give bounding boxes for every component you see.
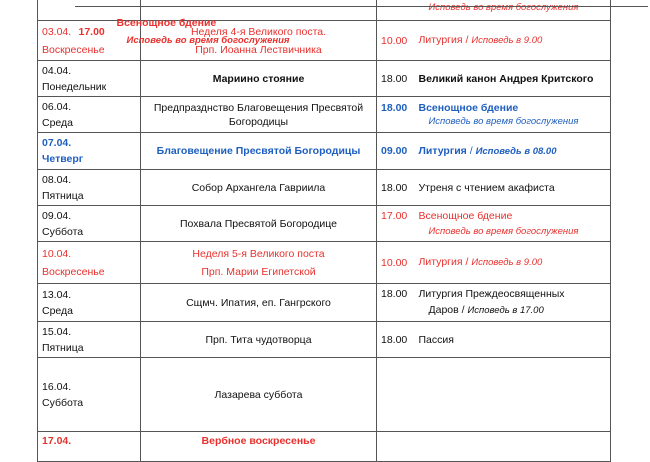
service-name: Всенощное бдение xyxy=(116,16,217,29)
weekday: Среда xyxy=(42,304,73,317)
feast-subtitle: Богородицы xyxy=(228,115,289,128)
date-cell xyxy=(38,61,141,97)
date-cell xyxy=(38,284,141,322)
schedule-table xyxy=(37,0,611,462)
schedule-row xyxy=(38,170,611,206)
weekday: Суббота xyxy=(42,225,84,238)
confession-note: Исповедь во время богослужения xyxy=(428,225,579,237)
weekday: Суббота xyxy=(42,396,84,409)
service-time: 18.00 xyxy=(377,170,415,206)
date: 15.04. xyxy=(42,325,72,338)
weekday: Среда xyxy=(42,116,73,129)
weekday: Четверг xyxy=(42,153,84,165)
date-cell xyxy=(38,170,141,206)
feast-title: Похвала Пресвятой Богородице xyxy=(141,206,377,242)
date-cell xyxy=(38,206,141,242)
service-cell xyxy=(415,97,611,133)
service-time: 10.00 xyxy=(377,242,415,284)
confession-note: Исповедь в 9.00 xyxy=(471,35,543,46)
service-name: Всенощное бдение xyxy=(418,101,519,114)
feast-title: Лазарева суббота xyxy=(141,358,377,432)
date: 06.04. xyxy=(42,100,72,113)
feast-title: Прп. Тита чудотворца xyxy=(141,322,377,358)
service-cell xyxy=(415,284,611,322)
feast-title: Неделя 5-я Великого поста xyxy=(192,247,325,260)
schedule-row xyxy=(38,432,611,462)
service-time: 17.00 xyxy=(75,7,113,57)
date-cell xyxy=(38,358,141,432)
date: 17.04. xyxy=(42,435,72,447)
date: 08.04. xyxy=(42,173,72,186)
date-cell xyxy=(38,97,141,133)
service-name: Литургия Преждеосвященных xyxy=(418,288,565,300)
service-time: 17.00 xyxy=(377,206,415,242)
separator: / xyxy=(462,256,472,268)
date: 03.04. xyxy=(42,25,72,38)
feast-title: Неделя 4-я Великого поста. xyxy=(190,25,327,38)
separator: / xyxy=(466,144,476,157)
feast-title: Сщмч. Ипатия, еп. Гангрского xyxy=(141,284,377,322)
service-name: Пассия xyxy=(415,322,611,358)
feast-title: Предпразднство Благовещения Пресвятой xyxy=(153,101,364,114)
service-detail xyxy=(187,0,212,1)
service-cell xyxy=(415,133,611,170)
service-name: Всенощное бдение xyxy=(418,209,513,222)
weekday: Пятница xyxy=(42,341,84,354)
weekday: Пятница xyxy=(42,189,84,202)
service-time: 18.00 xyxy=(377,322,415,358)
confession-note: Исповедь в 08.00 xyxy=(475,145,557,157)
confession-note: Исповедь во время богослужения xyxy=(428,115,579,127)
separator: / xyxy=(458,304,468,316)
separator: / xyxy=(462,34,472,46)
confession-note: Исповедь во время богослужения xyxy=(428,2,579,13)
service-cell xyxy=(415,242,611,284)
feast-title: Благовещение Пресвятой Богородицы xyxy=(141,133,377,170)
schedule-row xyxy=(38,133,611,170)
schedule-row xyxy=(38,97,611,133)
schedule-row xyxy=(38,206,611,242)
service-name xyxy=(117,0,188,1)
feast-subtitle: Прп. Иоанна Лествичника xyxy=(195,43,322,56)
date: 10.04. xyxy=(42,247,72,260)
service-name: Литургия xyxy=(418,34,463,46)
feast-title: Вербное воскресенье xyxy=(141,432,377,462)
service-name: Утреня с чтением акафиста xyxy=(415,170,611,206)
schedule-row xyxy=(38,242,611,284)
feast-cell xyxy=(141,242,377,284)
weekday: Понедельник xyxy=(42,80,107,93)
schedule-row xyxy=(38,322,611,358)
date: 04.04. xyxy=(42,64,72,77)
service-name: Литургия xyxy=(418,144,467,157)
confession-note: Исповедь во время богослужения xyxy=(126,34,290,46)
confession-note: Исповедь в 9.00 xyxy=(471,257,543,268)
service-name-continued: Даров xyxy=(428,304,459,316)
service-cell xyxy=(415,206,611,242)
confession-note: Исповедь в 17.00 xyxy=(467,305,544,316)
feast-title: Мариино стояние xyxy=(141,61,377,97)
service-time: 10.00 xyxy=(377,21,415,61)
feast-cell xyxy=(141,97,377,133)
service-time: 18.00 xyxy=(377,284,415,322)
service-name: Великий канон Андрея Критского xyxy=(415,61,611,97)
service-name: Литургия xyxy=(418,256,463,268)
feast-subtitle: Прп. Марии Египетской xyxy=(201,265,316,278)
schedule-row xyxy=(38,61,611,97)
date-cell xyxy=(38,133,141,170)
date-cell xyxy=(38,242,141,284)
date: 07.04. xyxy=(42,137,72,149)
weekday: Воскресенье xyxy=(42,265,105,278)
service-time: 09.00 xyxy=(377,133,415,170)
schedule-row xyxy=(38,358,611,432)
date: 13.04. xyxy=(42,288,72,301)
service-time: 18.00 xyxy=(377,97,415,133)
date-cell xyxy=(38,432,141,462)
date: 16.04. xyxy=(42,380,72,393)
weekday: Воскресенье xyxy=(42,43,105,56)
date-cell xyxy=(38,322,141,358)
schedule-row xyxy=(38,284,611,322)
service-time: 18.00 xyxy=(377,61,415,97)
date: 09.04. xyxy=(42,209,72,222)
feast-title: Собор Архангела Гавриила xyxy=(141,170,377,206)
